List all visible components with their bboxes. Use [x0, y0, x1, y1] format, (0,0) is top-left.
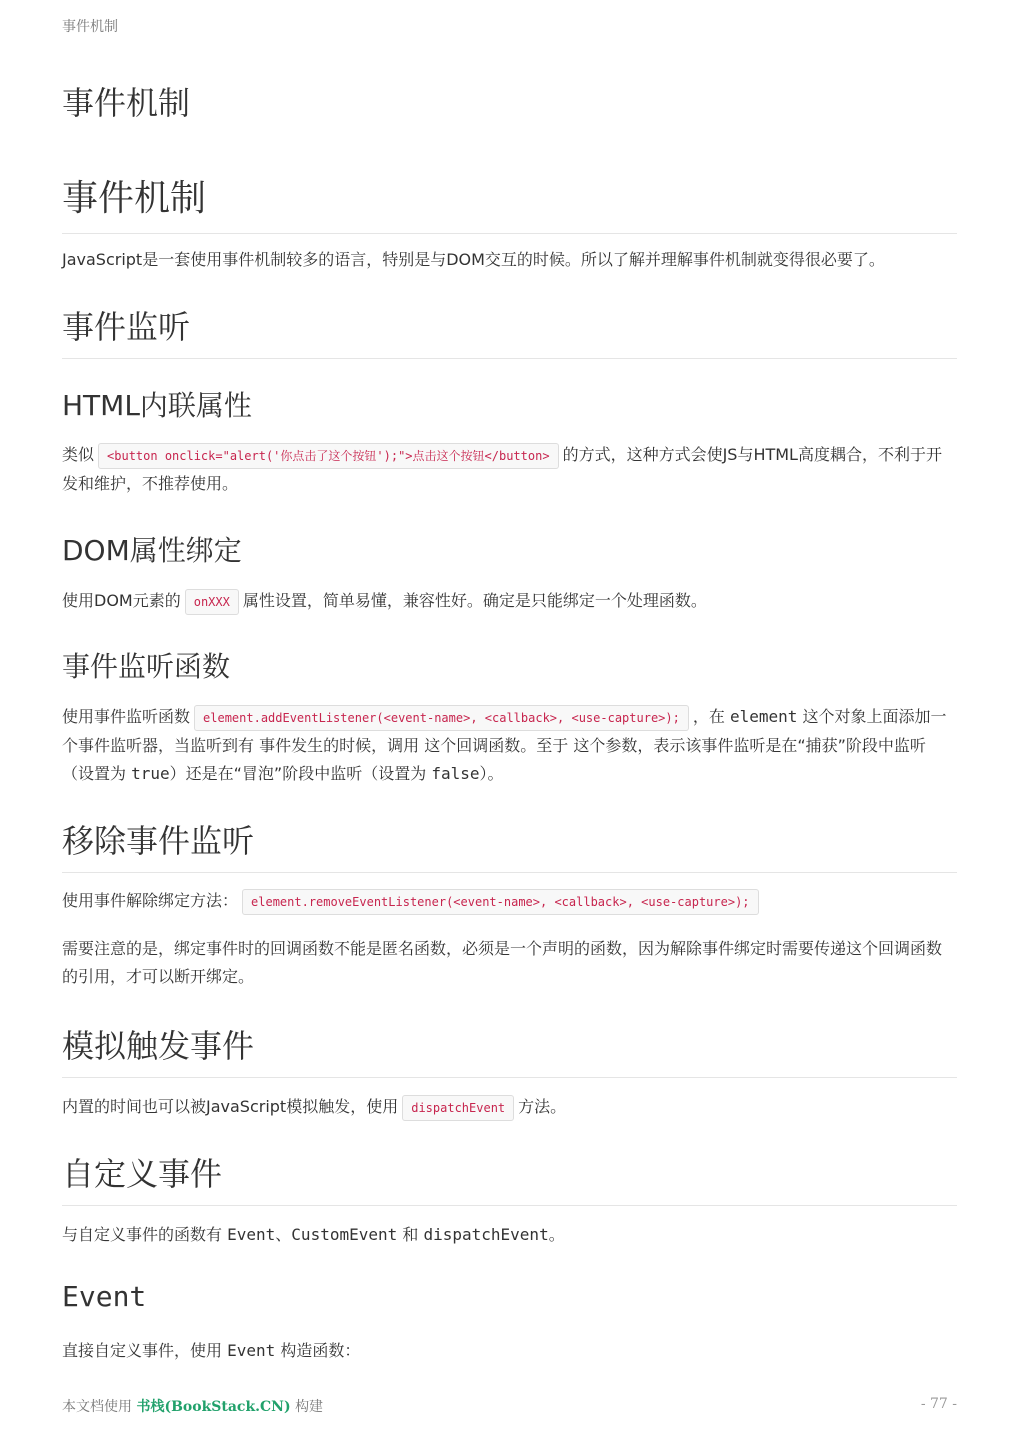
- custom-paragraph: 与自定义事件的函数有 Event、CustomEvent 和 dispatchEvent。: [62, 1225, 565, 1244]
- listener-fn-paragraph: 使用事件监听函数 element.addEventListener(<event-name>, <callback>, <use-capture>); ，在 element 这个对象上面添加一个事件监听器，当监听到有 事件发生的时候，调用 这个回调函数。至于 这个参数，表示该事件监听是在“捕获”阶段中监听（设置为 true）还是在“冒泡”阶段中监听（设置为 false）。: [62, 707, 947, 783]
- heading-events: 事件机制: [62, 170, 957, 234]
- inline-code: element.addEventListener(<event-name>, <callback>, <use-capture>);: [194, 705, 689, 731]
- heading-dom-bind: DOM属性绑定: [62, 534, 242, 567]
- document-title: 事件机制: [62, 84, 191, 122]
- bookstack-link[interactable]: 书栈(BookStack.CN): [136, 1399, 291, 1415]
- footer-credit: 本文档使用 书栈(BookStack.CN) 构建: [62, 1399, 324, 1415]
- term-element: element: [729, 707, 798, 726]
- remove-note-paragraph: 需要注意的是，绑定事件时的回调函数不能是匿名函数，必须是一个声明的函数，因为解除事件绑定时需要传递这个回调函数的引用，才可以断开绑定。: [62, 939, 943, 986]
- inline-code: dispatchEvent: [402, 1095, 514, 1121]
- heading-remove-listener: 移除事件监听: [62, 816, 957, 873]
- heading-custom-event: 自定义事件: [62, 1149, 957, 1206]
- heading-listener-fn: 事件监听函数: [62, 650, 231, 683]
- heading-event: Event: [62, 1280, 147, 1313]
- heading-simulate: 模拟触发事件: [62, 1021, 957, 1078]
- term-true: true: [131, 764, 170, 783]
- inline-code: <button onclick="alert('你点击了这个按钮');">点击这个按钮</button>: [98, 443, 559, 469]
- running-header: 事件机制: [62, 19, 118, 35]
- intro-paragraph: JavaScript是一套使用事件机制较多的语言，特别是与DOM交互的时候。所以了解并理解事件机制就变得很必要了。: [62, 250, 885, 269]
- inline-code: element.removeEventListener(<event-name>, <callback>, <use-capture>);: [242, 889, 759, 915]
- heading-event-listen: 事件监听: [62, 302, 957, 359]
- simulate-paragraph: 内置的时间也可以被JavaScript模拟触发，使用 dispatchEvent 方法。: [62, 1093, 957, 1122]
- remove-paragraph: 使用事件解除绑定方法： element.removeEventListener(<event-name>, <callback>, <use-capture>);: [62, 887, 957, 916]
- dom-bind-paragraph: 使用DOM元素的 onXXX 属性设置，简单易懂，兼容性好。确定是只能绑定一个处理函数。: [62, 587, 957, 616]
- inline-paragraph: 类似 <button onclick="alert('你点击了这个按钮');">点击这个按钮</button> 的方式，这种方式会使JS与HTML高度耦合，不利于开发和维护，不推荐使用。: [62, 445, 942, 493]
- heading-html-inline: HTML内联属性: [62, 389, 252, 422]
- event-paragraph: 直接自定义事件，使用 Event 构造函数：: [62, 1341, 361, 1360]
- page-number: - 77 -: [920, 1396, 957, 1412]
- term-false: false: [431, 764, 480, 783]
- inline-code: onXXX: [185, 589, 239, 615]
